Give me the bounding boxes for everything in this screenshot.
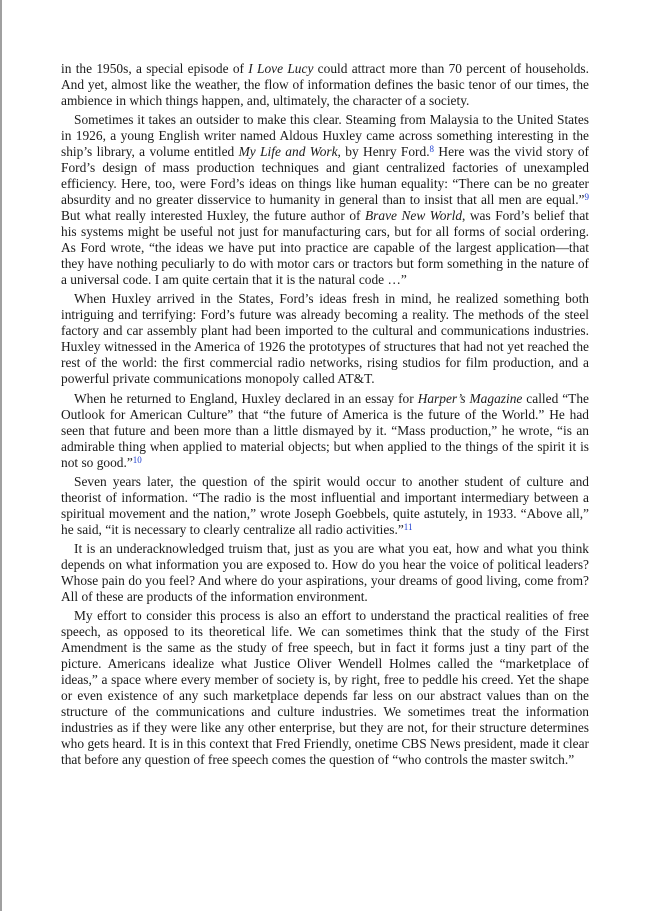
paragraph-6 — [61, 541, 589, 605]
text-segment: It is an underacknowledged truism that, just as you are what you eat, how and what you think depends on what information you are exposed to. How do you hear the voice of political leaders? Whose pain do you feel? And where do your aspirations, your dreams of good living, come from? All of these are products of the information environment. — [61, 540, 589, 604]
paragraph-3 — [61, 291, 589, 387]
italic-title-brave-new-world: Brave New World — [365, 208, 463, 224]
text-segment: When Huxley arrived in the States, Ford’s ideas fresh in mind, he realized something both intriguing and terrifying: Ford’s future was already becoming a reality. The methods of the steel factory and car assembly plant had been imported to the cultural and communications industries. Huxley witnessed in the America of 1926 the prototypes of structures that had not yet reached the rest of the world: the first commercial radio networks, rising studios for film production, and a powerful private communications monopoly called AT&T. — [61, 291, 589, 387]
text-segment: , was Ford’s belief that his systems might be useful not just for manufacturing cars, but for all forms of social ordering. As Ford wrote, “the ideas we have put into practice are capable of the largest application—that they have nothing peculiarly to do with motor cars or tractors but form something in the nature of a universal code. I am quite certain that it is the natural code …” — [61, 208, 589, 288]
text-segment: My effort to consider this process is also an effort to understand the practical realities of free speech, as opposed to its theoretical life. We can sometimes think that the study of the First Amendment is the same as the study of free speech, but in fact it forms just a tiny part of the picture. Americans idealize what Justice Oliver Wendell Holmes called the “marketplace of ideas,” a space where every member of society is, by right, free to peddle his creed. Yet the shape or even existence of any such marketplace depends far less on our abstract values than on the structure of the communications and culture industries. We sometimes treat the information industries as if they were like any other enterprise, but they are not, for their structure determines who gets heard. It is in this context that Fred Friendly, onetime CBS News president, made it clear that before any question of free speech comes the question of “who controls the master switch.” — [61, 608, 589, 768]
paragraph-7 — [61, 608, 589, 768]
footnote-link-8[interactable]: 8 — [429, 144, 435, 155]
text-segment: Sometimes it takes an outsider to make this clear. Steaming from Malaysia to the United States in 1926, a young English writer named Aldous Huxley came across something interesting in the ship’s library, a volume entitled — [61, 112, 589, 160]
italic-title-harpers-magazine: Harper’s Magazine — [417, 390, 523, 406]
text-segment: could attract more than 70 percent of households. And yet, almost like the weather, the flow of information defines the basic tenor of our times, the ambience in which things happen, and, ultimately, the character of a society. — [61, 61, 589, 108]
text-segment: But what really interested Huxley, the future author of — [61, 208, 365, 224]
text-segment: When he returned to England, Huxley declared in an essay for — [74, 390, 418, 406]
paragraph-2 — [61, 112, 589, 288]
paragraph-5 — [61, 474, 589, 538]
text-segment: , by Henry Ford. — [337, 144, 430, 160]
text-segment: in the 1950s, a special episode of — [61, 61, 249, 76]
text-segment: called “The Outlook for American Culture” that “the future of America is the future of the World.” He had seen that future and been more than a little dismayed by it. “Mass production,” he wrote, “is an admirable thing when applied to material objects; but when applied to the things of the spirit it is not so good.” — [61, 390, 590, 470]
document-page — [61, 61, 589, 771]
footnote-link-9[interactable]: 9 — [584, 192, 589, 203]
text-segment: Here was the vivid story of Ford’s design of mass production techniques and giant centralized factories of unexampled efficiency. Here, too, were Ford’s ideas on things like human equality: “There can be no greater absurdity and no greater disservice to humanity in general than to insist that all men are equal.” — [61, 144, 589, 208]
paragraph-1 — [61, 61, 589, 109]
italic-title-i-love-lucy: I Love Lucy — [248, 61, 314, 76]
page-left-border — [0, 0, 2, 911]
text-segment: Seven years later, the question of the spirit would occur to another student of culture and theorist of information. “The radio is the most influential and important intermediary between a spiritual movement and the nation,” wrote Joseph Goebbels, quite astutely, in 1933. “Above all,” he said, “it is necessary to clearly centralize all radio activities.” — [61, 473, 589, 537]
paragraph-4 — [61, 391, 589, 471]
footnote-link-11[interactable]: 11 — [403, 521, 413, 532]
italic-title-my-life-and-work: My Life and Work — [238, 144, 338, 160]
footnote-link-10[interactable]: 10 — [132, 454, 142, 465]
